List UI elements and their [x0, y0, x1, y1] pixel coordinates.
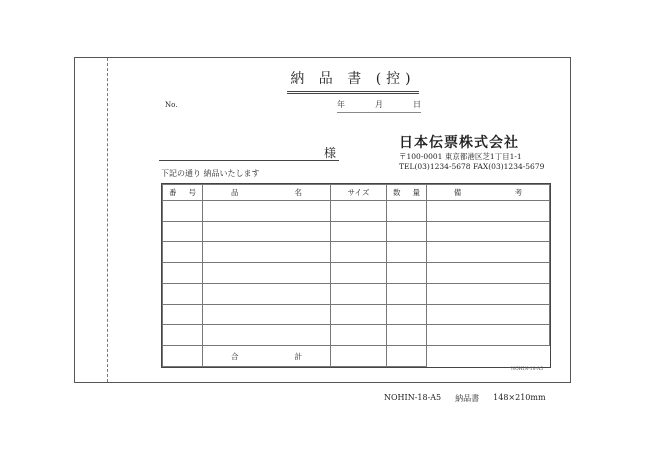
table-row [163, 221, 550, 242]
header-item: 品 名 [203, 185, 331, 201]
total-label: 合 計 [203, 346, 331, 367]
table-cell [387, 283, 427, 304]
table-cell [163, 304, 203, 325]
delivery-note: 下記の通り 納品いたします [161, 169, 260, 178]
table-cell [163, 263, 203, 284]
total-size-cell [331, 346, 387, 367]
recipient-honorific: 様 [324, 146, 337, 160]
table-cell [387, 221, 427, 242]
table-row [163, 242, 550, 263]
perforation-line [107, 58, 108, 382]
table-cell [163, 325, 203, 346]
table-cell [331, 242, 387, 263]
table-cell [331, 325, 387, 346]
table-cell [331, 283, 387, 304]
company-name: 日本伝票株式会社 [399, 135, 519, 151]
title-double-rule [287, 91, 419, 94]
table-cell [203, 221, 331, 242]
total-quantity-cell [387, 346, 427, 367]
table-cell [427, 201, 550, 222]
table-cell [163, 283, 203, 304]
table-cell [427, 283, 550, 304]
footer-size: 148×210mm [493, 393, 546, 402]
form-title-block [287, 68, 419, 94]
table-cell [331, 221, 387, 242]
items-table [161, 183, 551, 368]
month-label: 月 [375, 100, 383, 109]
table-cell [163, 201, 203, 222]
day-label: 日 [413, 100, 421, 109]
date-underline [337, 112, 421, 113]
company-address: 〒100-0001 東京都港区芝1丁目1-1 [399, 152, 522, 161]
table-cell [427, 325, 550, 346]
product-footer [384, 393, 546, 404]
total-remarks-cell [427, 346, 550, 367]
table-cell [203, 201, 331, 222]
table-cell [331, 263, 387, 284]
date-fields [337, 99, 421, 110]
header-quantity: 数 量 [387, 185, 427, 201]
table-cell [427, 263, 550, 284]
table-row [163, 201, 550, 222]
table-row [163, 325, 550, 346]
header-number: 番 号 [163, 185, 203, 201]
number-label: No. [165, 101, 178, 109]
table-cell [387, 304, 427, 325]
table-cell [387, 201, 427, 222]
table-cell [203, 283, 331, 304]
form-title: 納 品 書 (控) [290, 71, 416, 87]
year-label: 年 [337, 100, 345, 109]
header-remarks: 備 考 [427, 185, 550, 201]
table-cell [203, 325, 331, 346]
table-cell [427, 304, 550, 325]
table-cell [387, 242, 427, 263]
table-row [163, 263, 550, 284]
footer-code: NOHIN-18-A5 [384, 393, 442, 402]
table-cell [203, 304, 331, 325]
table-cell [427, 242, 550, 263]
table-cell [387, 325, 427, 346]
table-cell [163, 242, 203, 263]
table-cell [331, 304, 387, 325]
total-spacer [163, 346, 203, 367]
table-cell [331, 201, 387, 222]
header-size: サイズ [331, 185, 387, 201]
recipient-line [159, 160, 339, 161]
table-cell [427, 221, 550, 242]
form-code: NOHIN-18-A5 [511, 367, 544, 372]
table-row [163, 283, 550, 304]
company-contact: TEL(03)1234-5678 FAX(03)1234-5679 [399, 162, 545, 171]
company-address-block [399, 152, 544, 172]
table-cell [203, 263, 331, 284]
table-cell [387, 263, 427, 284]
table-cell [163, 221, 203, 242]
footer-name: 納品書 [455, 394, 480, 403]
delivery-slip-form [74, 57, 571, 383]
table-row [163, 304, 550, 325]
table-cell [203, 242, 331, 263]
